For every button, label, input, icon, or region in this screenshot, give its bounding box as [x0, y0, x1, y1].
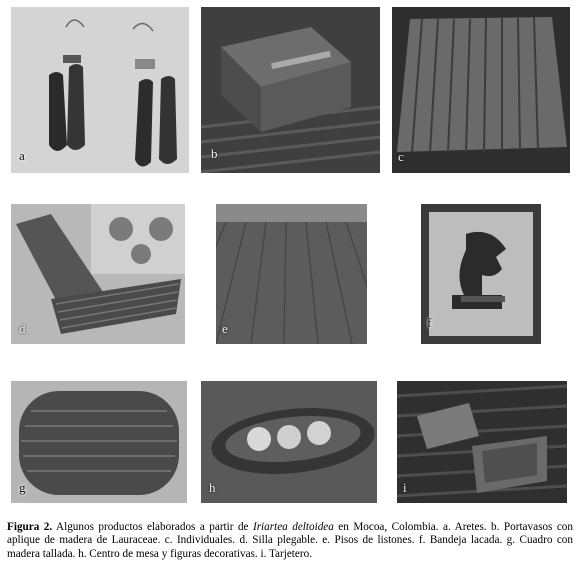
carved-frame-illustration	[11, 381, 187, 503]
photo-centerpiece	[201, 381, 377, 503]
species-name: Iriartea deltoidea	[252, 521, 334, 533]
caption-text-before: Algunos productos elaborados a partir de	[52, 521, 253, 533]
panel-label-g: g	[19, 480, 26, 495]
centerpiece-illustration	[201, 381, 377, 503]
photo-earrings	[11, 7, 189, 173]
coaster-holder-illustration	[201, 7, 380, 173]
floor-slats-illustration	[216, 204, 367, 344]
lacquered-tray-illustration	[421, 204, 541, 344]
photo-card-holder	[397, 381, 567, 503]
photo-lacquered-tray	[421, 204, 541, 344]
panel-label-f: f	[427, 315, 432, 330]
photo-folding-chair	[11, 204, 185, 344]
earrings-illustration	[11, 7, 189, 173]
panel-label-h: h	[209, 480, 216, 495]
placemats-illustration	[392, 7, 570, 173]
photo-carved-frame	[11, 381, 187, 503]
photo-coaster-holder	[201, 7, 380, 173]
panel-label-b: b	[211, 146, 218, 161]
panel-label-e: e	[222, 321, 228, 336]
panel-label-i: i	[403, 480, 407, 495]
photo-placemats	[392, 7, 570, 173]
photo-floor-slats	[216, 204, 367, 344]
panel-label-c: c	[398, 149, 404, 164]
folding-chair-illustration	[11, 204, 185, 344]
caption-text-after: en Mocoa, Colombia. a. Aretes. b. Portavasos con aplique de madera de Lauraceae. c. Individuales. d. Silla plegable. e. Pisos de listones. f. Bandeja lacada. g. Cuadro con madera tallada. h. Centro de mesa y figuras decorativas. i. Tarjetero.	[7, 521, 573, 560]
card-holder-illustration	[397, 381, 567, 503]
panel-label-a: a	[19, 148, 25, 163]
figure-label: Figura 2.	[7, 521, 53, 533]
panel-label-d: d	[19, 321, 26, 336]
figure-caption	[7, 521, 573, 561]
